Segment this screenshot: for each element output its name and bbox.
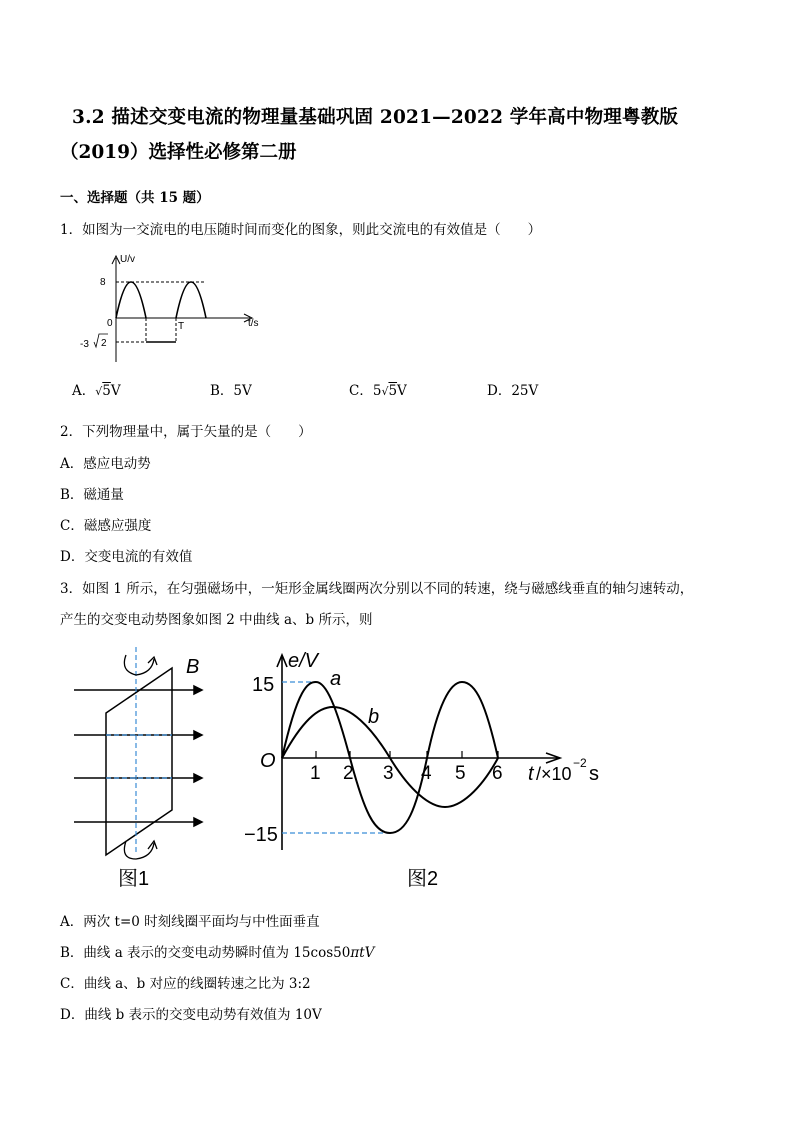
q3-option-b-tail: πtV <box>350 945 375 961</box>
fig1-field-label: B <box>186 656 200 678</box>
q1-option-b-value: 5V <box>233 383 252 399</box>
fig2-x-tick-1: 1 <box>310 763 321 784</box>
q3-stem-line2: 产生的交变电动势图象如图 2 中曲线 a、b 所示，则 <box>60 612 373 628</box>
q1-y-bottom-radicand: 2 <box>101 338 107 349</box>
fig2-y-axis-label: e/V <box>288 650 319 672</box>
q1-option-d[interactable] <box>487 379 538 399</box>
fig2-x-axis-s: s <box>589 763 599 785</box>
fig2-x-axis-t: t <box>528 763 534 785</box>
q1-y-bottom-label: -3 <box>80 339 89 350</box>
q1-option-c[interactable]: C．5√5V <box>349 383 407 399</box>
section-heading: 一、选择题（共 15 题） <box>60 190 210 206</box>
q1-option-c-letter: C． <box>349 383 373 399</box>
q1-origin-label: 0 <box>107 318 113 329</box>
fig2-curve-a-label: a <box>330 668 342 690</box>
q2-option-c[interactable]: C．磁感应强度 <box>60 518 152 534</box>
q1-x-axis-label: t/s <box>248 318 259 329</box>
fig2-x-tick-6: 6 <box>492 763 503 784</box>
q1-option-a[interactable]: A．√5V <box>72 383 121 399</box>
q3-option-c[interactable]: C．曲线 a、b 对应的线圈转速之比为 3:2 <box>60 976 311 992</box>
q2-option-a[interactable]: A．感应电动势 <box>60 456 151 472</box>
fig2-curve-b-label: b <box>368 706 380 728</box>
q1-option-a-letter: A． <box>72 383 96 399</box>
q3-option-b[interactable] <box>60 941 374 961</box>
q2-stem: 2．下列物理量中，属于矢量的是（ ） <box>60 424 312 440</box>
q1-option-a-radicand: 5 <box>102 383 111 399</box>
fig2-x-tick-4: 4 <box>421 763 432 784</box>
fig2-y-tick-minus15: −15 <box>244 824 278 846</box>
fig1-caption: 图1 <box>118 868 150 890</box>
fig2-x-axis-unit: /×10 <box>536 764 572 784</box>
q1-option-d-value: 25V <box>511 383 539 399</box>
fig2-x-tick-2: 2 <box>343 763 354 784</box>
q1-option-a-unit: V <box>110 383 121 399</box>
q3-option-d[interactable]: D．曲线 b 表示的交变电动势有效值为 10V <box>60 1007 322 1023</box>
q3-figure-2 <box>240 645 620 895</box>
q1-option-b[interactable] <box>210 379 252 399</box>
q3-figure-1 <box>68 645 218 895</box>
q2-option-b[interactable]: B．磁通量 <box>60 487 124 503</box>
q2-option-d[interactable]: D．交变电流的有效值 <box>60 549 193 565</box>
q3-option-a[interactable]: A．两次 t=0 时刻线圈平面均与中性面垂直 <box>60 914 320 930</box>
q3-option-b-text: B．曲线 a 表示的交变电动势瞬时值为 15cos50 <box>60 945 351 961</box>
q1-option-c-coef: 5 <box>372 383 382 399</box>
q1-option-c-unit: V <box>397 383 407 399</box>
fig2-x-tick-3: 3 <box>383 763 394 784</box>
q1-period-label: T <box>178 321 185 332</box>
fig2-x-tick-5: 5 <box>455 763 466 784</box>
q1-figure <box>70 248 270 368</box>
fig2-origin-label: O <box>260 750 276 772</box>
q3-stem-line1: 3．如图 1 所示，在匀强磁场中，一矩形金属线圈两次分别以不同的转速，绕与磁感线垂直的轴匀速转动， <box>60 581 694 597</box>
q1-y-axis-label: U/v <box>120 254 135 265</box>
fig2-caption: 图2 <box>407 868 439 890</box>
q1-option-c-radicand: 5 <box>388 383 398 399</box>
q1-stem: 1．如图为一交流电的电压随时间而变化的图象，则此交流电的有效值是（ ） <box>60 222 542 238</box>
fig2-y-tick-15: 15 <box>252 674 275 696</box>
q1-y-top-label: 8 <box>100 277 106 288</box>
fig2-x-axis-exponent: −2 <box>573 756 587 770</box>
page-subtitle: （2019）选择性必修第二册 <box>60 142 297 163</box>
q1-option-b-letter: B． <box>210 383 234 399</box>
page-title: 3.2 描述交变电流的物理量基础巩固 2021—2022 学年高中物理粤教版 <box>72 107 679 128</box>
q1-option-d-letter: D． <box>487 383 512 399</box>
